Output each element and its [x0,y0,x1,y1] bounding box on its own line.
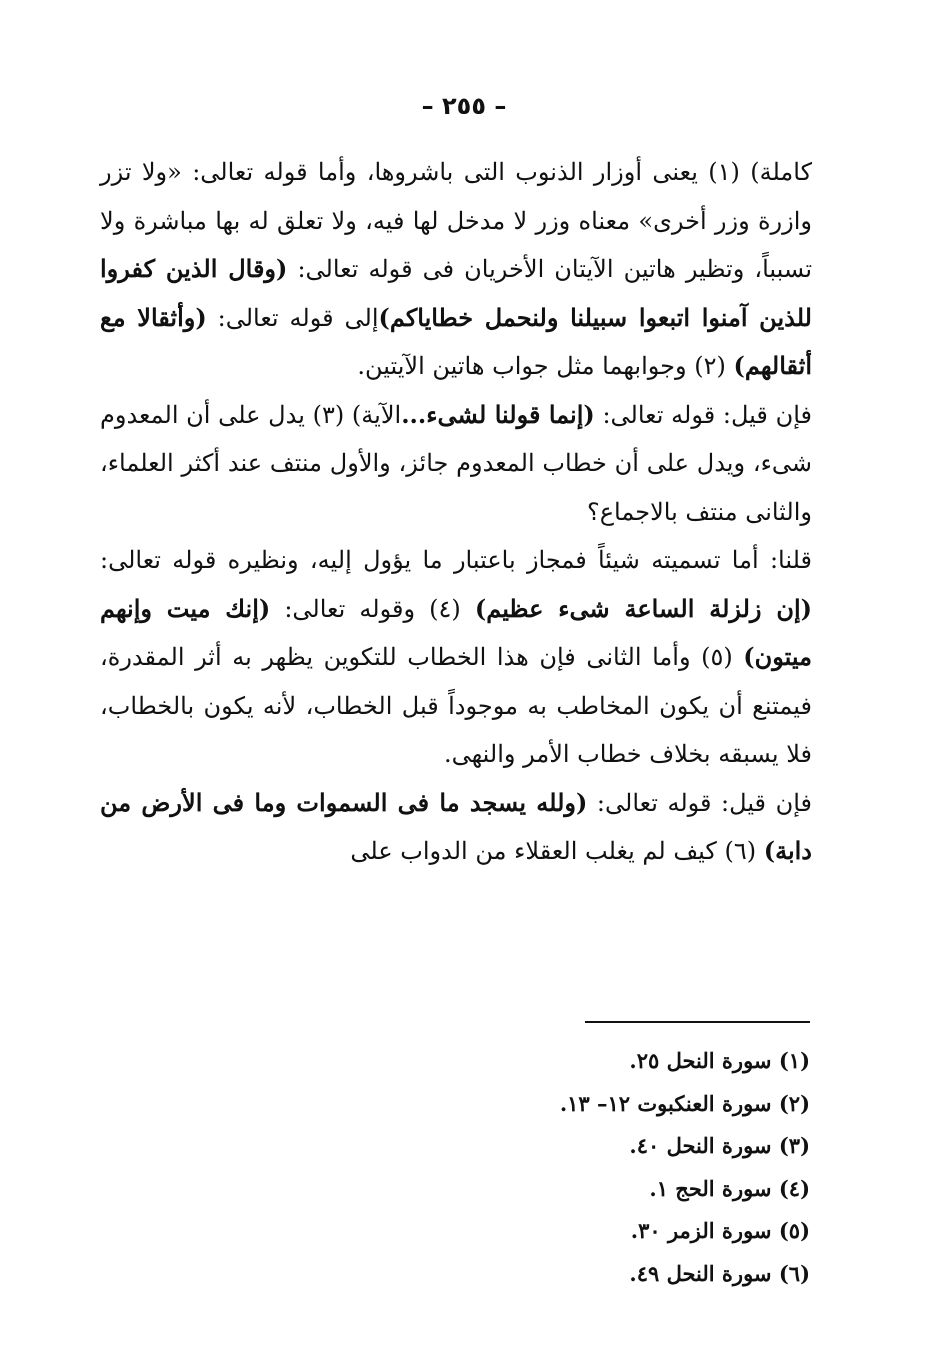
footnote: (٢) سورة العنكبوت ١٢– ١٣. [559,1090,810,1116]
text-segment: كاملة) (١) يعنى أوزار الذنوب التى باشروها، وأما قوله تعالى: «ولا تزر وازرة وزر أخرى» معناه وزر لا مدخل لها فيه، ولا تعلق له بها مباشرة ولا تسبباً، وتظير هاتين الآيتان الأخريان فى قوله تعالى: [100,158,813,283]
quran-quote: (وأثقالا مع أثقالهم) [100,302,812,380]
main-text [100,148,812,876]
footnote: (٦) سورة النحل ٤٩. [629,1260,810,1286]
text-segment: (٥) وأما الثانى فإن هذا الخطاب للتكوين يظهر به أثر المقدرة، فيمتنع أن يكون المخاطب به موجوداً قبل الخطاب، لأنه يكون بالخطاب، فلا يسبقه بخلاف خطاب الأمر والنهى. [100,643,812,768]
text-segment: فإن قيل: قوله تعالى: [594,400,812,429]
quran-quote: (إن زلزلة الساعة شىء عظيم) [474,593,812,623]
quran-quote: (وقال الذين كفروا للذين آمنوا اتبعوا سبيلنا ولنحمل خطاياكم) [100,254,812,332]
paragraph [100,779,812,876]
footnote: (٤) سورة الحج ١. [649,1175,810,1201]
text-segment: (٤) وقوله تعالى: [270,594,475,623]
page-number: – ٢٥٥ – [421,92,507,120]
paragraph [100,536,812,779]
footnote: (١) سورة النحل ٢٥. [629,1048,810,1073]
quran-quote: (ولله يسجد ما فى السموات وما فى الأرض من دابة) [100,787,812,865]
footnote: (٣) سورة النحل ٤٠. [629,1133,810,1158]
quran-quote: (إنك ميت وإنهم ميتون) [100,593,813,671]
footnote-divider [585,1021,810,1023]
text-segment: إلى قوله تعالى: [206,303,379,332]
text-segment: (٢) وجوابهما مثل جواب هاتين الآيتين. [357,352,734,380]
footnote: (٥) سورة الزمر ٣٠. [630,1218,810,1243]
text-segment: قلنا: أما تسميته شيئاً فمجاز باعتبار ما يؤول إليه، ونظيره قوله تعالى: [100,546,812,574]
text-segment: (٦) كيف لم يغلب العقلاء من الدواب على [350,837,764,865]
text-segment: فإن قيل: قوله تعالى: [587,788,812,817]
quran-quote: (إنما قولنا لشىء... [401,399,595,429]
paragraph [100,148,812,391]
footnotes-list [450,1040,810,1295]
paragraph [100,391,812,537]
text-segment: الآية) (٣) يدل على أن المعدوم شىء، ويدل على أن خطاب المعدوم جائز، والأول منتف عند أكثر العلماء، والثانى منتف بالاجماع؟ [100,400,812,526]
